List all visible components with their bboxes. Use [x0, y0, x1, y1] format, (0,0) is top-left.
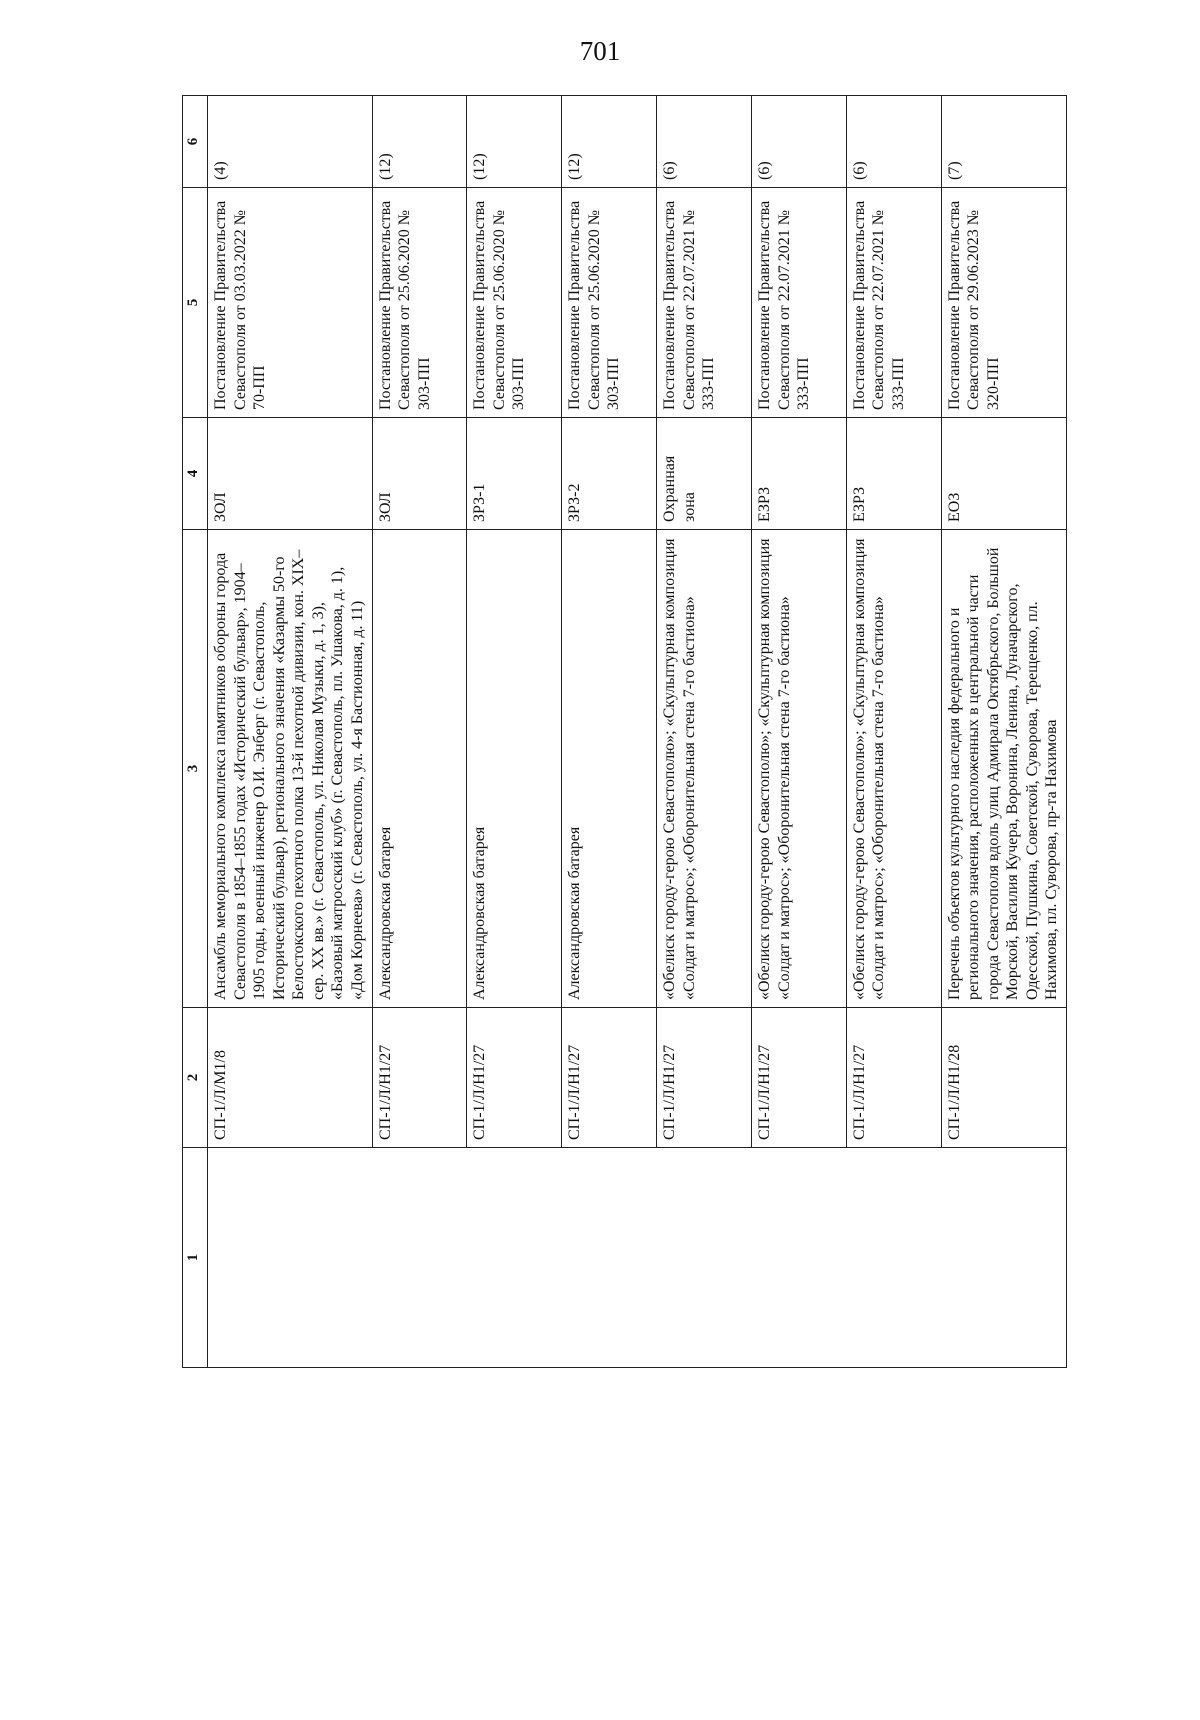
object-name-cell: «Обелиск городу-герою Севастополю»; «Скульптурная композиция «Солдат и матрос»; «Оборонительная стена 7-го бастиона» [751, 530, 846, 1008]
object-name-cell: Перечень объектов культурного наследия федерального и регионального значения, расположенных в центральной части города Севастополя вдоль улиц Адмирала Октябрьского, Большой Морской, Василия Кучера, Воронина, Ленина, Луначарского, Одесской, Пушкина, Советской, Суворова, Терещенко, пл. Нахимова, пл. Суворова, пр-та Нахимова [941, 530, 1066, 1008]
table-row [657, 96, 752, 1368]
row-number-cell [751, 1148, 846, 1368]
zone-type-cell: ЗОЛ [372, 418, 467, 530]
header-col-4: 4 [183, 418, 208, 530]
document-cell: Постановление Правительства Севастополя от 25.06.2020 № 303-ПП [372, 188, 467, 418]
reference-cell: (7) [941, 96, 1066, 188]
header-row [183, 96, 208, 1368]
row-number-cell [562, 1148, 657, 1368]
zone-type-cell: ЕЗРЗ [751, 418, 846, 530]
reference-cell: (12) [562, 96, 657, 188]
reference-cell: (6) [657, 96, 752, 188]
document-cell: Постановление Правительства Севастополя от 29.06.2023 № 320-ПП [941, 188, 1066, 418]
table-row [208, 96, 373, 1368]
table-row [562, 96, 657, 1368]
row-number-cell [657, 1148, 752, 1368]
row-number-cell [846, 1148, 941, 1368]
zone-type-cell: ЕЗРЗ [846, 418, 941, 530]
object-name-cell: «Обелиск городу-герою Севастополю»; «Скульптурная композиция «Солдат и матрос»; «Оборонительная стена 7-го бастиона» [846, 530, 941, 1008]
header-col-5: 5 [183, 188, 208, 418]
reference-cell: (12) [372, 96, 467, 188]
reference-cell: (6) [846, 96, 941, 188]
reference-cell: (12) [467, 96, 562, 188]
table-row [372, 96, 467, 1368]
object-code-cell: СП-1/Л/Н1/27 [372, 1008, 467, 1148]
object-name-cell: Александровская батарея [372, 530, 467, 1008]
row-number-cell [941, 1148, 1066, 1368]
zones-table [182, 95, 1067, 1368]
row-number-cell [467, 1148, 562, 1368]
object-name-cell: «Обелиск городу-герою Севастополю»; «Скульптурная композиция «Солдат и матрос»; «Оборонительная стена 7-го бастиона» [657, 530, 752, 1008]
document-cell: Постановление Правительства Севастополя от 22.07.2021 № 333-ПП [751, 188, 846, 418]
table-row [846, 96, 941, 1368]
zone-type-cell: ЗОЛ [208, 418, 373, 530]
object-code-cell: СП-1/Л/Н1/27 [846, 1008, 941, 1148]
object-name-cell: Ансамбль мемориального комплекса памятников обороны города Севастополя в 1854–1855 годах «Исторический бульвар», 1904–1905 годы, военный инженер О.И. Энберг (г. Севастополь, Исторический бульвар), регионального значения «Казармы 50-го Белостокского пехотного полка 13-й пехотной дивизии, кон. XIX–сер. XX вв.» (г. Севастополь, ул. Николая Музыки, д. 1, 3), «Базовый матросский клуб» (г. Севастополь, пл. Ушакова, д. 1), «Дом Корнеева» (г. Севастополь, ул. 4-я Бастионная, д. 11) [208, 530, 373, 1008]
object-name-cell: Александровская батарея [467, 530, 562, 1008]
row-number-cell [208, 1148, 373, 1368]
header-col-3: 3 [183, 530, 208, 1008]
zone-type-cell: Охранная зона [657, 418, 752, 530]
object-code-cell: СП-1/Л/Н1/27 [657, 1008, 752, 1148]
object-name-cell: Александровская батарея [562, 530, 657, 1008]
row-number-cell [372, 1148, 467, 1368]
object-code-cell: СП-1/Л/Н1/28 [941, 1008, 1066, 1148]
object-code-cell: СП-1/Л/Н1/27 [751, 1008, 846, 1148]
document-cell: Постановление Правительства Севастополя от 22.07.2021 № 333-ПП [657, 188, 752, 418]
document-cell: Постановление Правительства Севастополя от 22.07.2021 № 333-ПП [846, 188, 941, 418]
zone-type-cell: ЗРЗ-2 [562, 418, 657, 530]
page-number: 701 [579, 36, 621, 66]
table-row [941, 96, 1066, 1368]
table-row [751, 96, 846, 1368]
table-row [467, 96, 562, 1368]
header-col-2: 2 [183, 1008, 208, 1148]
header-col-6: 6 [183, 96, 208, 188]
object-code-cell: СП-1/Л/Н1/27 [562, 1008, 657, 1148]
document-cell: Постановление Правительства Севастополя от 25.06.2020 № 303-ПП [562, 188, 657, 418]
object-code-cell: СП-1/Л/М1/8 [208, 1008, 373, 1148]
header-col-1: 1 [183, 1148, 208, 1368]
document-cell: Постановление Правительства Севастополя от 03.03.2022 № 70-ПП [208, 188, 373, 418]
reference-cell: (4) [208, 96, 373, 188]
zone-type-cell: ЕОЗ [941, 418, 1066, 530]
document-cell: Постановление Правительства Севастополя от 25.06.2020 № 303-ПП [467, 188, 562, 418]
reference-cell: (6) [751, 96, 846, 188]
rotated-table-container [182, 96, 1067, 1368]
zone-type-cell: ЗРЗ-1 [467, 418, 562, 530]
object-code-cell: СП-1/Л/Н1/27 [467, 1008, 562, 1148]
